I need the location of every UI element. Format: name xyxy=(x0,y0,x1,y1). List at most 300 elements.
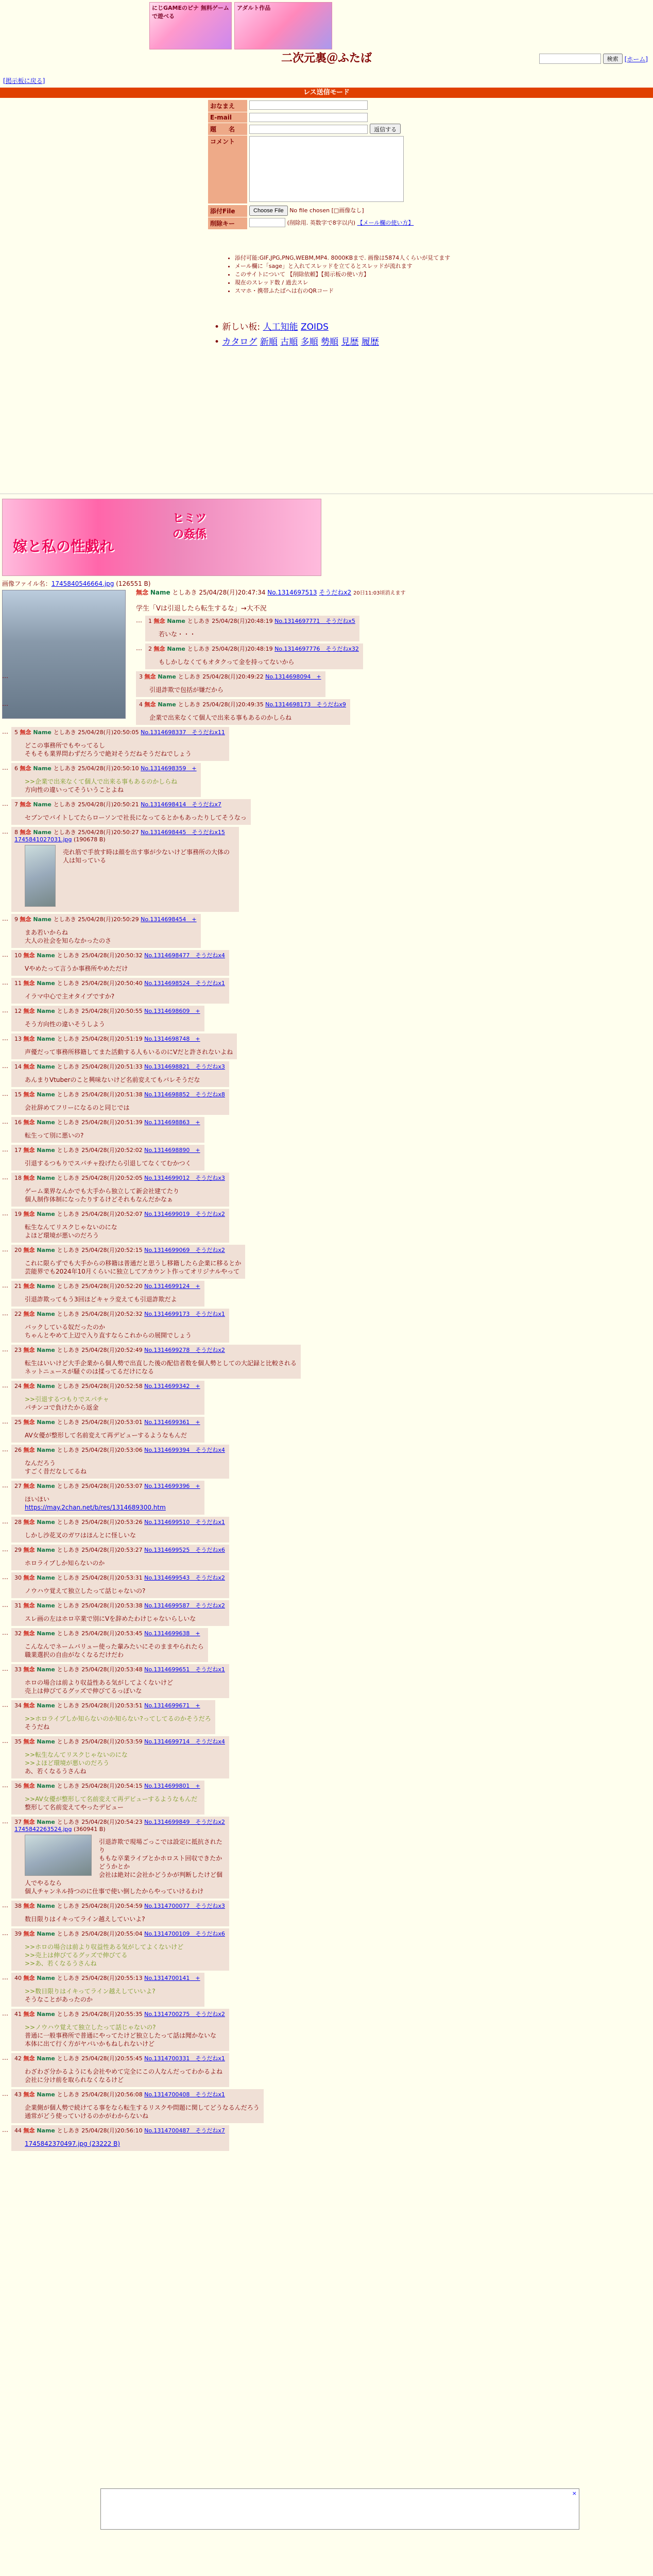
reply-number-link[interactable]: No.1314699587 xyxy=(144,1602,190,1609)
reply-number-link[interactable]: No.1314699671 xyxy=(144,1702,190,1709)
reply-sodane-button[interactable]: そうだねx1 xyxy=(190,1519,225,1526)
reply-sodane-button[interactable]: そうだねx2 xyxy=(190,1211,225,1217)
reply-number-link[interactable]: No.1314700077 xyxy=(144,1903,190,1909)
reply-header xyxy=(14,1446,225,1454)
reply-indent-mark: … xyxy=(2,1418,8,1425)
reply-date: としあき 25/04/28(月)20:52:20 xyxy=(57,1283,145,1290)
reply-subject: 無念 xyxy=(23,1008,37,1014)
quote-popup xyxy=(100,2488,579,2530)
reply-number-link[interactable]: No.1314698414 xyxy=(141,801,186,808)
name-field[interactable] xyxy=(249,100,368,110)
reply-header xyxy=(14,1665,225,1673)
reply-sodane-button[interactable]: そうだねx6 xyxy=(190,1547,225,1553)
reply-text-line: ネットニュースが騒ぐのは揉ってるだけになる xyxy=(25,1368,154,1375)
reply-index: 20 xyxy=(14,1247,24,1253)
reply-index: 26 xyxy=(14,1447,24,1453)
reply-indent-mark: … xyxy=(2,1446,8,1453)
new-board-zoids-link[interactable]: ZOIDS xyxy=(300,322,329,332)
reply-number-link[interactable]: No.1314699638 xyxy=(144,1630,190,1637)
reply-sodane-button[interactable]: + xyxy=(190,1036,200,1042)
name-label: おなまえ xyxy=(208,100,247,112)
reply-index: 23 xyxy=(14,1347,24,1353)
reply-body xyxy=(25,928,197,945)
reply-name: Name xyxy=(37,1419,57,1426)
reply-date: としあき 25/04/28(月)20:50:40 xyxy=(57,980,145,987)
reply-text-line: 企業側が個人勢で続けてる事をなら転生するリスクや問題に関してどうなるんだろう xyxy=(25,2104,260,2111)
reply-number-link[interactable]: No.1314699012 xyxy=(144,1175,190,1181)
reply-text-line: 引退詐欺で現場ごっこでは設定に抵抗されたり xyxy=(99,1838,222,1854)
reply-name: Name xyxy=(37,1347,57,1353)
reply-wrap xyxy=(2,1928,651,1971)
op-file-link[interactable]: 1745840546664.jpg xyxy=(51,580,114,587)
reply-name: Name xyxy=(33,765,54,772)
reply-text-line: ノウハウ覚えて独立したって話じゃないの? xyxy=(25,1587,146,1595)
reply-body xyxy=(25,964,225,973)
board-notes xyxy=(214,254,451,295)
reply-sodane-button[interactable]: そうだねx9 xyxy=(311,701,346,708)
reply-text-line: 普通に一般事務所で普通にやってたけど独立したって話は聞かないな xyxy=(25,2032,217,2039)
reply-indent-mark: … xyxy=(2,1601,8,1608)
reply-header xyxy=(14,1090,225,1098)
reply-name: Name xyxy=(37,1483,57,1489)
reply-sodane-button[interactable]: + xyxy=(190,1630,200,1637)
reply-sodane-button[interactable]: + xyxy=(190,1975,200,1981)
reply-indent-mark: … xyxy=(2,1382,8,1389)
reply-wrap xyxy=(2,1006,651,1031)
no-image-checkbox[interactable]: [□画像なし] xyxy=(331,207,364,214)
reply-sodane-button[interactable]: そうだねx1 xyxy=(190,1666,225,1673)
reply-index: 32 xyxy=(14,1630,24,1637)
reply-number-link[interactable]: No.1314698890 xyxy=(144,1147,190,1154)
reply-sodane-button[interactable]: + xyxy=(311,673,321,680)
reply-date: としあき 25/04/28(月)20:48:19 xyxy=(187,646,275,652)
reply-name: Name xyxy=(37,1975,57,1981)
reply-sodane-button[interactable]: + xyxy=(186,916,197,923)
reply-number-link[interactable]: No.1314698359 xyxy=(141,765,186,772)
reply-text-line: 会社辞めてフリーになるのと同じでは xyxy=(25,1104,130,1111)
mail-usage-link[interactable]: 【メール欄の使い方】 xyxy=(357,219,414,226)
close-icon[interactable]: × xyxy=(572,2490,577,2497)
reply-sodane-button[interactable]: そうだねx7 xyxy=(186,801,221,808)
reply-body xyxy=(159,630,355,638)
reply-index: 39 xyxy=(14,1930,24,1937)
reply-wrap xyxy=(2,1061,651,1087)
reply-sodane-button[interactable]: + xyxy=(190,1419,200,1426)
subject-label: 題 名 xyxy=(208,123,247,135)
reply-number-link[interactable]: No.1314698337 xyxy=(141,729,186,736)
reply-number-link[interactable]: No.1314698445 xyxy=(141,829,186,836)
subject-field[interactable] xyxy=(249,125,368,134)
reply-sodane-button[interactable]: そうだねx2 xyxy=(190,1247,225,1253)
reply-post xyxy=(11,1664,229,1698)
reply-image[interactable] xyxy=(25,1835,92,1876)
reply-post xyxy=(145,616,359,641)
reply-body xyxy=(25,1459,225,1476)
reply-sodane-button[interactable]: そうだねx1 xyxy=(190,980,225,987)
reply-body xyxy=(25,1915,225,1923)
reply-number-link[interactable]: No.1314699173 xyxy=(144,1311,190,1317)
note-item: • 添付可能:GIF,JPG,PNG,WEBM,MP4. 8000KBまで. 画像は5874人くらいが見てます xyxy=(235,254,451,262)
file-label: 添付File xyxy=(208,205,247,217)
reply-index: 11 xyxy=(14,980,24,987)
reply-date: としあき 25/04/28(月)20:50:29 xyxy=(53,916,141,923)
reply-quote-line: >>数日限りはイキってライン越えしていいよ? xyxy=(25,1988,156,1995)
delkey-field[interactable] xyxy=(249,218,285,227)
reply-date: としあき 25/04/28(月)20:53:06 xyxy=(57,1447,145,1453)
reply-indent-mark: … xyxy=(2,1174,8,1181)
reply-subject: 無念 xyxy=(23,1483,37,1489)
reply-wrap xyxy=(2,1417,651,1443)
reply-body xyxy=(149,714,346,722)
reply-number-link[interactable]: No.1314700408 xyxy=(144,2091,190,2098)
reply-number-link[interactable]: No.1314699543 xyxy=(144,1574,190,1581)
reply-name: Name xyxy=(37,1383,57,1389)
reply-number-link[interactable]: No.1314700141 xyxy=(144,1975,190,1981)
reply-post xyxy=(11,1209,229,1243)
reply-date: としあき 25/04/28(月)20:51:19 xyxy=(57,1036,145,1042)
reply-number-link[interactable]: No.1314699019 xyxy=(144,1211,190,1217)
reply-header xyxy=(14,1382,200,1390)
reply-body xyxy=(25,1395,200,1412)
op-sodane-button[interactable]: そうだねx2 xyxy=(319,589,352,596)
reply-header xyxy=(14,1346,297,1354)
nav-seen-link[interactable]: 見歴 xyxy=(341,337,359,347)
email-label: E-mail xyxy=(208,112,247,123)
reply-number-link[interactable]: No.1314699651 xyxy=(144,1666,190,1673)
reply-number-link[interactable]: No.1314699396 xyxy=(144,1483,190,1489)
search-input[interactable] xyxy=(539,54,601,64)
nav-momentum-link[interactable]: 勢順 xyxy=(321,337,339,347)
reply-sodane-button[interactable]: + xyxy=(190,1119,200,1126)
reply-text-line: 企業で出来なくて個人で出来る事もあるのかしらね xyxy=(149,714,292,721)
reply-name: Name xyxy=(37,1738,57,1745)
reply-body xyxy=(25,2023,225,2048)
reply-post xyxy=(11,950,229,976)
op-number-link[interactable]: No.1314697513 xyxy=(267,589,317,596)
reply-header xyxy=(14,1546,225,1554)
reply-date: としあき 25/04/28(月)20:52:49 xyxy=(57,1347,145,1353)
reply-name: Name xyxy=(37,1119,57,1126)
reply-post xyxy=(11,1781,204,1815)
nav-many-link[interactable]: 多順 xyxy=(300,337,318,347)
reply-name: Name xyxy=(158,673,178,680)
nav-old-link[interactable]: 古順 xyxy=(280,337,298,347)
reply-sodane-button[interactable]: そうだねx2 xyxy=(190,1347,225,1353)
reply-subject: 無念 xyxy=(23,1247,37,1253)
reply-index: 3 xyxy=(139,673,145,680)
reply-post xyxy=(11,2125,229,2151)
reply-sodane-button[interactable]: そうだねx1 xyxy=(190,1311,225,1317)
reply-indent-mark: … xyxy=(2,1062,8,1070)
new-board-ai-link[interactable]: 人工知能 xyxy=(263,322,298,332)
reply-text-line: 数日限りはイキってライン越えしていいよ? xyxy=(25,1916,145,1923)
reply-number-link[interactable]: No.1314698477 xyxy=(144,952,190,959)
reply-date: としあき 25/04/28(月)20:50:05 xyxy=(53,729,141,736)
reply-name: Name xyxy=(37,1666,57,1673)
reply-number-link[interactable]: No.1314697771 xyxy=(274,618,320,624)
reply-body xyxy=(25,1495,200,1512)
reply-post xyxy=(11,1628,208,1662)
reply-number-link[interactable]: No.1314698821 xyxy=(144,1063,190,1070)
reply-subject: 無念 xyxy=(23,1311,37,1317)
reply-file-link[interactable]: 1745841027031.jpg xyxy=(14,836,72,843)
reply-text-line: 大人の社会を知らなかったのさ xyxy=(25,937,112,944)
reply-sodane-button[interactable]: + xyxy=(190,1008,200,1014)
reply-date: としあき 25/04/28(月)20:52:58 xyxy=(57,1383,145,1389)
reply-date: としあき 25/04/28(月)20:52:05 xyxy=(57,1175,145,1181)
reply-sodane-button[interactable]: そうだねx5 xyxy=(320,618,355,624)
reply-number-link[interactable]: No.1314698454 xyxy=(141,916,186,923)
reply-post xyxy=(11,1145,204,1171)
submit-button[interactable]: 返信する xyxy=(370,124,401,134)
reply-subject: 無念 xyxy=(20,765,33,772)
reply-sodane-button[interactable]: そうだねx4 xyxy=(190,952,225,959)
reply-sodane-button[interactable]: そうだねx1 xyxy=(190,2055,225,2062)
reply-date: としあき 25/04/28(月)20:50:55 xyxy=(57,1008,145,1014)
reply-number-link[interactable]: No.1314699849 xyxy=(144,1819,190,1825)
reply-number-link[interactable]: No.1314700109 xyxy=(144,1930,190,1937)
reply-sodane-button[interactable]: そうだねx15 xyxy=(186,829,225,836)
reply-wrap xyxy=(2,1173,651,1207)
reply-sodane-button[interactable]: そうだねx3 xyxy=(190,1903,225,1909)
reply-subject: 無念 xyxy=(153,618,167,624)
reply-sodane-button[interactable]: そうだねx4 xyxy=(190,1738,225,1745)
reply-sodane-button[interactable]: そうだねx2 xyxy=(190,2011,225,2018)
reply-body xyxy=(25,2067,225,2084)
reply-number-link[interactable]: No.1314700275 xyxy=(144,2011,190,2018)
reply-header xyxy=(14,1174,225,1182)
reply-number-link[interactable]: No.1314698524 xyxy=(144,980,190,987)
reply-name: Name xyxy=(37,1008,57,1014)
reply-header xyxy=(14,1601,225,1609)
reply-body xyxy=(25,814,247,822)
reply-subject: 無念 xyxy=(23,1147,37,1154)
reply-indent-mark: … xyxy=(2,764,8,771)
nav-new-link[interactable]: 新順 xyxy=(260,337,278,347)
reply-header xyxy=(14,828,235,836)
reply-wrap xyxy=(2,1245,651,1279)
reply-date: としあき 25/04/28(月)20:53:59 xyxy=(57,1738,145,1745)
reply-subject: 無念 xyxy=(23,1783,37,1789)
back-to-board-link[interactable]: [掲示板に戻る] xyxy=(3,77,45,84)
reply-sodane-button[interactable]: そうだねx2 xyxy=(190,1574,225,1581)
reply-sodane-button[interactable]: そうだねx3 xyxy=(190,1175,225,1181)
reply-post xyxy=(11,799,251,825)
reply-index: 13 xyxy=(14,1036,24,1042)
reply-number-link[interactable]: No.1314699394 xyxy=(144,1447,190,1453)
reply-subject: 無念 xyxy=(23,1036,37,1042)
reply-name: Name xyxy=(37,1283,57,1290)
reply-post xyxy=(11,763,201,797)
reply-number-link[interactable]: No.1314699714 xyxy=(144,1738,190,1745)
reply-text-line: 引退するつもりでスパチャ投げたら引退してなくてむかつく xyxy=(25,1160,192,1167)
reply-number-link[interactable]: No.1314698863 xyxy=(144,1119,190,1126)
reply-text-line: 方向性の違いってそういうことよね xyxy=(25,786,124,793)
reply-sodane-button[interactable]: + xyxy=(190,1383,200,1389)
reply-post xyxy=(11,1928,229,1971)
reply-link[interactable]: https://may.2chan.net/b/res/1314689300.htm xyxy=(25,1504,166,1511)
reply-header xyxy=(148,617,355,625)
reply-header xyxy=(14,1782,200,1790)
nav-catalog-link[interactable]: カタログ xyxy=(222,337,257,347)
reply-text-line: イラマ中心で主オタイプですか? xyxy=(25,993,115,1000)
reply-number-link[interactable]: No.1314698173 xyxy=(265,701,311,708)
reply-date: としあき 25/04/28(月)20:49:22 xyxy=(178,673,266,680)
reply-sodane-button[interactable]: + xyxy=(190,1283,200,1290)
reply-text-line: そう方向性の違いそうしよう xyxy=(25,1021,106,1028)
reply-number-link[interactable]: No.1314698852 xyxy=(144,1091,190,1098)
reply-number-link[interactable]: No.1314699342 xyxy=(144,1383,190,1389)
home-link[interactable]: [ホーム] xyxy=(624,55,648,63)
banner-right-text: ヒミツの姦係 xyxy=(173,512,207,541)
reply-number-link[interactable]: No.1314700331 xyxy=(144,2055,190,2062)
reply-subject: 無念 xyxy=(23,2011,37,2018)
reply-post xyxy=(11,1736,229,1778)
reply-link[interactable]: 1745842370497.jpg (23222 B) xyxy=(25,2140,121,2147)
reply-number-link[interactable]: No.1314697776 xyxy=(274,646,320,652)
reply-index: 33 xyxy=(14,1666,24,1673)
reply-subject: 無念 xyxy=(23,1175,37,1181)
reply-number-link[interactable]: No.1314698609 xyxy=(144,1008,190,1014)
reply-body xyxy=(159,658,359,666)
reply-file-link[interactable]: 1745842263524.jpg xyxy=(14,1826,72,1833)
reply-subject: 無念 xyxy=(23,1383,37,1389)
file-status: No file chosen xyxy=(289,207,330,214)
reply-wrap xyxy=(2,1481,651,1515)
reply-text-line: 通常がどう使っていけるのかがわからないね xyxy=(25,2112,149,2120)
reply-body xyxy=(25,1076,225,1084)
reply-subject: 無念 xyxy=(23,1419,37,1426)
top-ad-area xyxy=(0,0,653,44)
reply-sodane-button[interactable]: + xyxy=(186,765,197,772)
reply-text-line: どこの事務所でもやってるし xyxy=(25,742,106,749)
reply-index: 17 xyxy=(14,1147,24,1154)
email-field[interactable] xyxy=(249,113,368,122)
search-button[interactable]: 検索 xyxy=(603,54,623,64)
reply-quote-line: >>売上は伸びてるグッズで伸びてる xyxy=(25,1952,128,1959)
reply-subject: 無念 xyxy=(144,673,158,680)
reply-subject: 無念 xyxy=(23,1063,37,1070)
reply-name: Name xyxy=(37,2055,57,2062)
ad-banner-left[interactable] xyxy=(149,2,232,49)
reply-index: 25 xyxy=(14,1419,24,1426)
reply-body xyxy=(25,1559,225,1567)
reply-number-link[interactable]: No.1314699510 xyxy=(144,1519,190,1526)
reply-body xyxy=(25,1531,225,1539)
reply-number-link[interactable]: No.1314699801 xyxy=(144,1783,190,1789)
reply-text-line: 売れ筋で手放す時は顔を出す事が少ないけど事務所の大体の人は知っている xyxy=(63,849,230,864)
reply-text-line: 会社に分け前を取られなくなるけど xyxy=(25,2076,124,2083)
reply-number-link[interactable]: No.1314698094 xyxy=(265,673,311,680)
reply-number-link[interactable]: No.1314699361 xyxy=(144,1419,190,1426)
reply-wrap xyxy=(2,1817,651,1899)
reply-subject: 無念 xyxy=(23,1903,37,1909)
reply-indent-mark: … xyxy=(2,1246,8,1253)
reply-wrap xyxy=(2,2089,651,2123)
reply-indent-mark: … xyxy=(2,1546,8,1553)
reply-sodane-button[interactable]: そうだねx2 xyxy=(190,1602,225,1609)
reply-number-link[interactable]: No.1314699124 xyxy=(144,1283,190,1290)
reply-body xyxy=(25,992,225,1001)
reply-name: Name xyxy=(37,980,57,987)
op-mail: としあき xyxy=(172,589,197,596)
reply-sodane-button[interactable]: + xyxy=(190,1483,200,1489)
reply-header xyxy=(14,2010,225,2018)
reply-sodane-button[interactable]: そうだねx1 xyxy=(190,2091,225,2098)
reply-wrap xyxy=(2,978,651,1004)
reply-sodane-button[interactable]: そうだねx8 xyxy=(190,1091,225,1098)
reply-sodane-button[interactable]: そうだねx11 xyxy=(186,729,225,736)
reply-subject: 無念 xyxy=(23,1547,37,1553)
reply-text-line: そもそも業界問わずだろうで絶対そうだねそうだねでしょう xyxy=(25,750,192,757)
reply-text-line: よほど環境が悪いのだろう xyxy=(25,1232,99,1239)
reply-name: Name xyxy=(37,1819,57,1825)
reply-sodane-button[interactable]: + xyxy=(190,1702,200,1709)
reply-sodane-button[interactable]: そうだねx4 xyxy=(190,1447,225,1453)
reply-text-line: 売上は伸びてるグッズで伸びてるっぽいな xyxy=(25,1687,142,1694)
reply-header xyxy=(14,2054,225,2062)
reply-subject: 無念 xyxy=(23,1930,37,1937)
note-item: • 現在のスレッド数 / 過去スレ xyxy=(235,279,451,287)
reply-number-link[interactable]: No.1314700487 xyxy=(144,2127,190,2134)
reply-sodane-button[interactable]: そうだねx6 xyxy=(190,1930,225,1937)
reply-index: 15 xyxy=(14,1091,24,1098)
reply-name: Name xyxy=(37,1091,57,1098)
reply-number-link[interactable]: No.1314699525 xyxy=(144,1547,190,1553)
reply-sodane-button[interactable]: + xyxy=(190,1783,200,1789)
nav-history-link[interactable]: 履歴 xyxy=(361,337,379,347)
reply-indent-mark: … xyxy=(2,1090,8,1097)
reply-sodane-button[interactable]: そうだねx2 xyxy=(190,1819,225,1825)
ad-banner-right[interactable] xyxy=(234,2,332,49)
reply-wrap xyxy=(2,1545,651,1570)
reply-file-line xyxy=(14,1826,225,1833)
reply-text-line: 職業選択の自由がなくなるだけだわ xyxy=(25,1651,124,1658)
reply-wrap xyxy=(2,2125,651,2151)
reply-header xyxy=(14,1035,233,1043)
reply-sodane-button[interactable]: そうだねx3 xyxy=(190,1063,225,1070)
reply-wrap xyxy=(2,1781,651,1815)
reply-number-link[interactable]: No.1314698748 xyxy=(144,1036,190,1042)
reply-sodane-button[interactable]: そうだねx7 xyxy=(190,2127,225,2134)
reply-body xyxy=(25,741,225,758)
thread-ad-banner[interactable] xyxy=(2,499,321,576)
choose-file-button[interactable]: Choose File xyxy=(249,206,288,216)
reply-name: Name xyxy=(33,729,54,736)
reply-sodane-button[interactable]: そうだねx32 xyxy=(320,646,359,652)
reply-name: Name xyxy=(158,701,178,708)
reply-body xyxy=(25,1715,211,1731)
reply-text-line: Vやめたって言うか事務所やめただけ xyxy=(25,965,128,972)
reply-body xyxy=(25,1615,225,1623)
reply-indent-mark: … xyxy=(2,1282,8,1289)
reply-sodane-button[interactable]: + xyxy=(190,1147,200,1154)
reply-text-line: 転生なんてリスクじゃないのにな xyxy=(25,1224,117,1231)
reply-image[interactable] xyxy=(25,845,56,907)
reply-indent-mark: … xyxy=(2,1146,8,1153)
reply-indent-mark: … xyxy=(2,915,8,922)
reply-index: 41 xyxy=(14,2011,24,2018)
reply-number-link[interactable]: No.1314699069 xyxy=(144,1247,190,1253)
reply-number-link[interactable]: No.1314699278 xyxy=(144,1347,190,1353)
reply-body xyxy=(25,2140,225,2148)
reply-mode-bar: レス送信モード xyxy=(0,88,653,98)
reply-post xyxy=(11,2089,264,2123)
reply-post xyxy=(11,1061,229,1087)
reply-post xyxy=(11,1117,204,1143)
comment-field[interactable] xyxy=(249,136,404,202)
reply-wrap xyxy=(2,2009,651,2051)
